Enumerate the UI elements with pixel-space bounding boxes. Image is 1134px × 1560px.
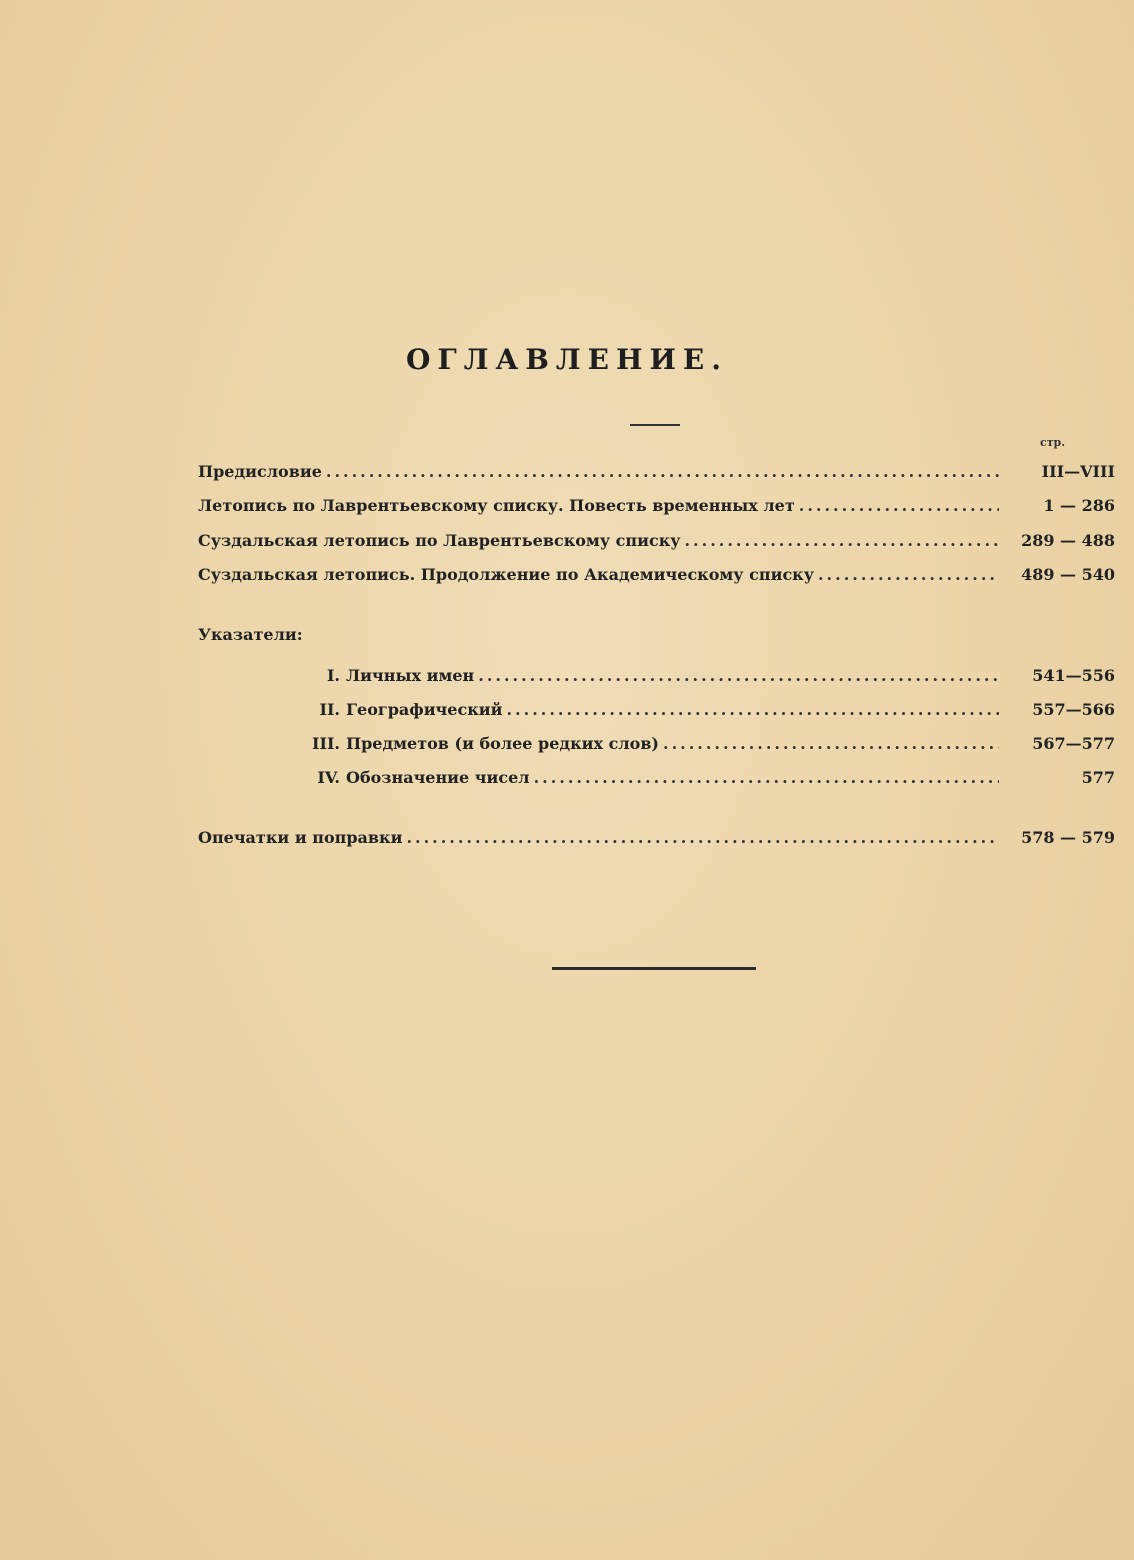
toc-entry-pages: III—VIII	[1041, 462, 1115, 481]
leader-dots	[799, 496, 999, 515]
title-divider	[630, 424, 680, 426]
leader-dots	[684, 531, 999, 550]
index-entry-pages: 577	[1081, 768, 1115, 787]
index-entry	[298, 700, 1115, 726]
index-entry	[298, 768, 1115, 794]
index-entry-label: Личных имен	[346, 666, 475, 685]
errata-label: Опечатки и поправки	[198, 828, 403, 847]
index-numeral: II.	[319, 700, 340, 719]
toc-entry	[198, 531, 1115, 557]
toc-entry-label: Суздальская летопись. Продолжение по Академическому списку	[198, 565, 814, 584]
index-numeral: IV.	[317, 768, 340, 787]
index-entry	[298, 666, 1115, 692]
index-numeral: III.	[311, 734, 340, 753]
errata-entry	[198, 828, 1115, 854]
toc-entry-pages: 289 — 488	[1021, 531, 1115, 550]
index-entry	[298, 734, 1115, 760]
leader-dots	[534, 768, 999, 787]
toc-entry	[198, 565, 1115, 591]
index-entry-pages: 557—566	[1032, 700, 1115, 719]
index-entry-pages: 541—556	[1032, 666, 1115, 685]
index-entry-label: Обозначение чисел	[346, 768, 530, 787]
page-title: ОГЛАВЛЕНИЕ.	[405, 343, 729, 376]
toc-entry-label: Суздальская летопись по Лаврентьевскому списку	[198, 531, 681, 550]
index-numeral: I.	[326, 666, 340, 685]
toc-entry-label: Летопись по Лаврентьевскому списку. Повесть временных лет	[198, 496, 795, 515]
index-entry-pages: 567—577	[1032, 734, 1115, 753]
leader-dots	[406, 828, 999, 847]
index-entry-label: Географический	[346, 700, 503, 719]
toc-entry-label: Предисловие	[198, 462, 322, 481]
pages-column-header: стр.	[1040, 436, 1066, 449]
end-divider	[552, 967, 756, 970]
leader-dots	[326, 462, 999, 481]
leader-dots	[506, 700, 999, 719]
indexes-heading: Указатели:	[198, 625, 303, 644]
errata-pages: 578 — 579	[1021, 828, 1115, 847]
toc-entry-pages: 489 — 540	[1021, 565, 1115, 584]
toc-entry	[198, 496, 1115, 522]
index-entry-label: Предметов (и более редких слов)	[346, 734, 659, 753]
toc-entry	[198, 462, 1115, 488]
toc-entry-pages: 1 — 286	[1043, 496, 1115, 515]
leader-dots	[818, 565, 999, 584]
leader-dots	[478, 666, 999, 685]
leader-dots	[663, 734, 999, 753]
